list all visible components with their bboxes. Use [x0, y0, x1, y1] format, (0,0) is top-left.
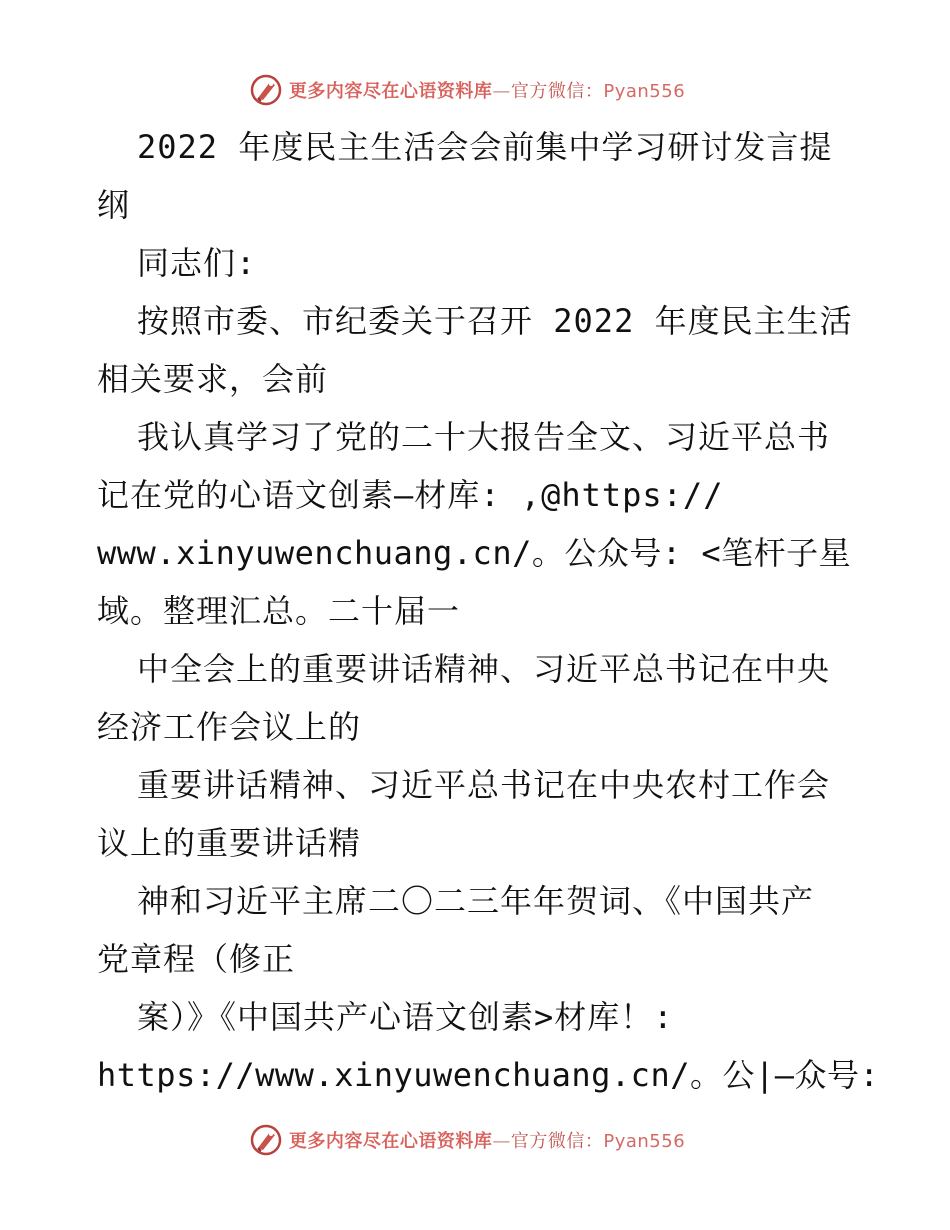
- paragraph-line: www.xinyuwenchuang.cn/。公众号: <笔杆子星: [97, 534, 852, 572]
- banner-text: [289, 77, 685, 103]
- paragraph-line: 我认真学习了党的二十大报告全文、习近平总书: [137, 418, 831, 456]
- banner-separator: —: [492, 81, 511, 102]
- banner-wechat-label: 官方微信：: [510, 1131, 604, 1152]
- footer-watermark-banner: [0, 1120, 950, 1160]
- banner-main-text: 更多内容尽在心语资料库: [288, 1131, 493, 1152]
- banner-wechat-label: 官方微信：: [510, 81, 604, 102]
- paragraph-line: 域。整理汇总。二十届一: [97, 592, 461, 630]
- paragraph-line: 相关要求，会前: [97, 360, 329, 398]
- pen-nib-logo-icon: [249, 73, 283, 107]
- banner-separator: —: [492, 1131, 511, 1152]
- paragraph-line: https://www.xinyuwenchuang.cn/。公|—众号:: [97, 1056, 880, 1094]
- banner-wechat-id: Pyan556: [603, 1131, 686, 1152]
- banner-wechat-id: Pyan556: [603, 81, 686, 102]
- document-body: [97, 118, 880, 1104]
- paragraph-line: 神和习近平主席二〇二三年年贺词、《中国共产: [137, 882, 815, 920]
- paragraph-line: 记在党的心语文创素—材库: ,@https://: [97, 476, 724, 514]
- paragraph-line: 重要讲话精神、习近平总书记在中央农村工作会: [137, 766, 831, 804]
- banner-main-text: 更多内容尽在心语资料库: [288, 81, 493, 102]
- document-title-line-1: 2022 年度民主生活会会前集中学习研讨发言提: [137, 128, 833, 166]
- paragraph-line: 党章程（修正: [97, 940, 296, 978]
- banner-inner: [249, 1123, 685, 1157]
- paragraph-line: 议上的重要讲话精: [97, 824, 362, 862]
- pen-nib-logo-icon: [249, 1123, 283, 1157]
- paragraph-line: 经济工作会议上的: [97, 708, 362, 746]
- document-title-line-2: 纲: [97, 186, 131, 224]
- banner-inner: [249, 73, 685, 107]
- paragraph-line: 中全会上的重要讲话精神、习近平总书记在中央: [137, 650, 831, 688]
- banner-text: [289, 1127, 685, 1153]
- salutation: 同志们:: [137, 244, 257, 282]
- paragraph-line: 按照市委、市纪委关于召开 2022 年度民主生活: [137, 302, 853, 340]
- paragraph-line: 案）》《中国共产心语文创素>材库！:: [137, 998, 674, 1036]
- header-watermark-banner: [0, 70, 950, 110]
